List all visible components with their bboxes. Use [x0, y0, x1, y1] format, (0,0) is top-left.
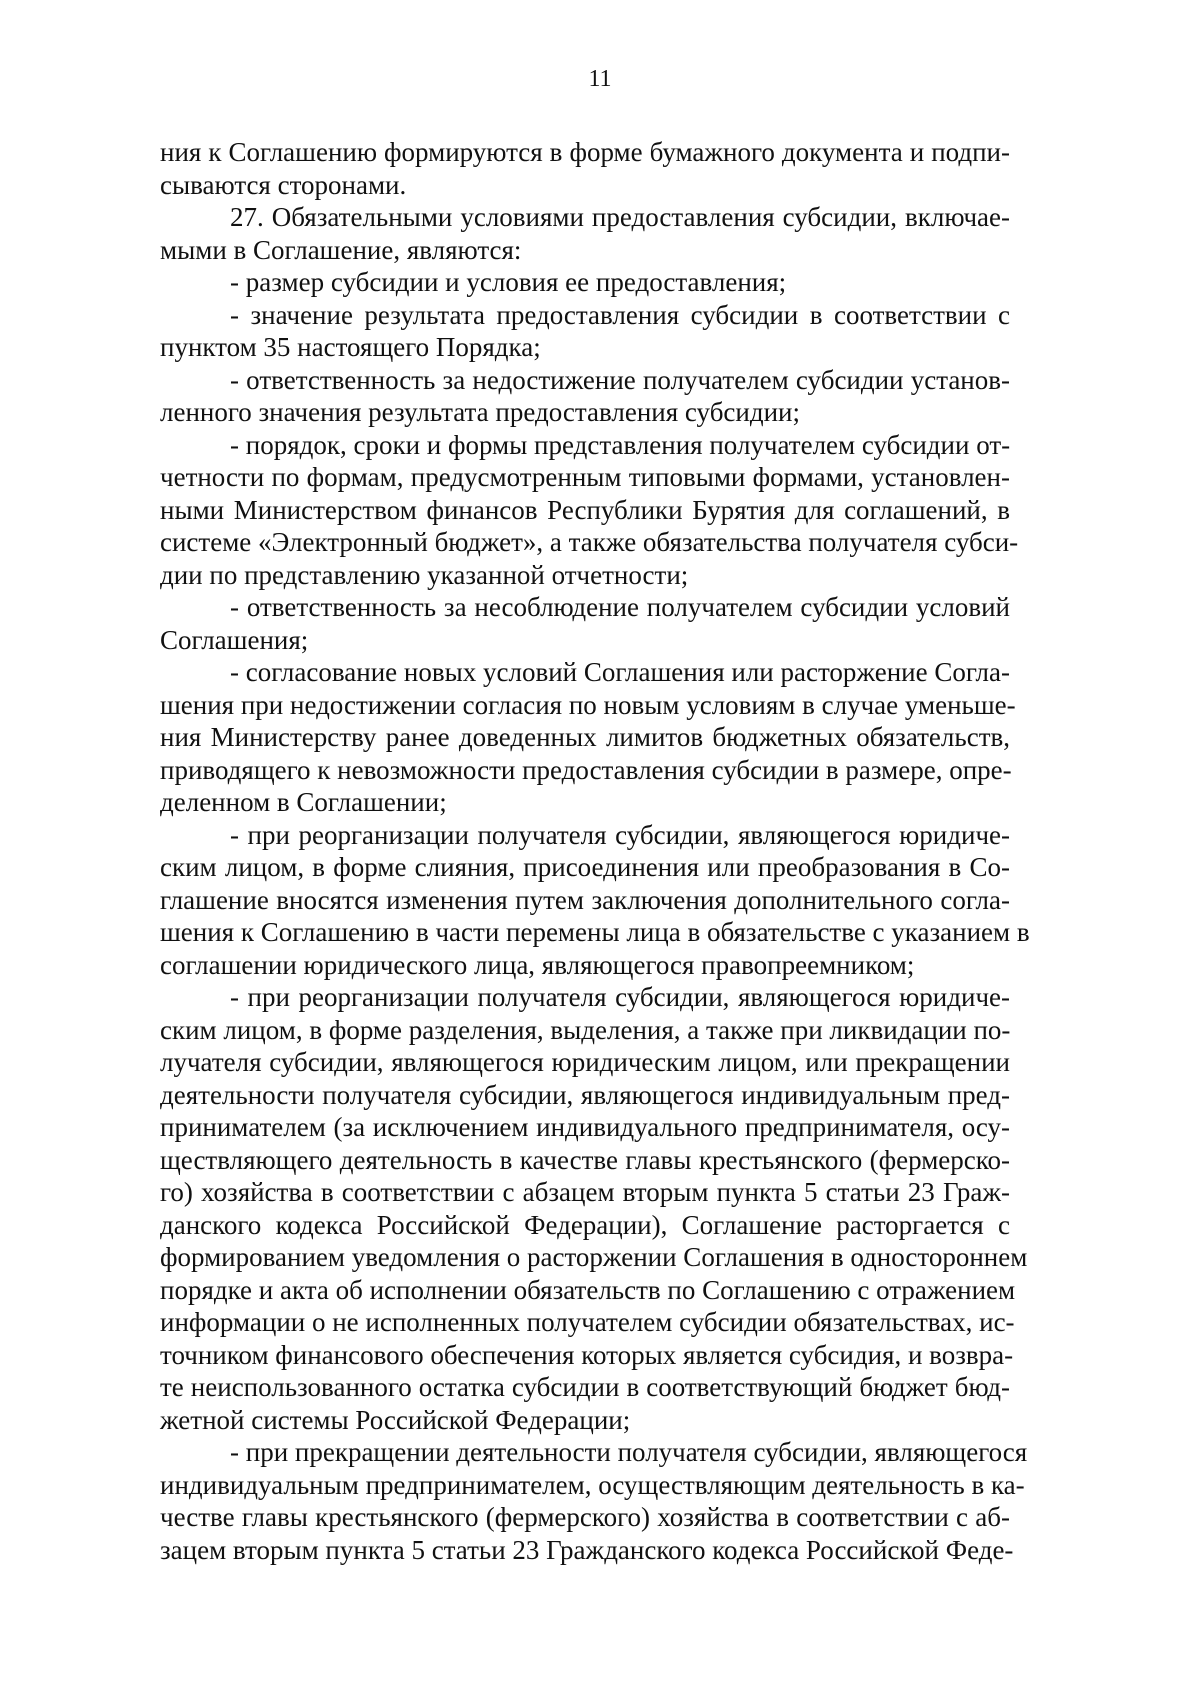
text-line: - при реорганизации получателя субсидии, являющегося юридиче-: [230, 819, 1010, 850]
text-line: данского кодекса Российской Федерации), Соглашение расторгается с: [160, 1209, 1010, 1240]
text-line: - при прекращении деятельности получателя субсидии, являющегося: [230, 1437, 1028, 1467]
paragraph: [160, 1436, 1028, 1566]
text-line: шения к Соглашению в части перемены лица в обязательстве с указанием в: [160, 917, 1030, 947]
text-line: ским лицом, в форме слияния, присоединения или преобразования в Со-: [160, 852, 1010, 882]
text-line: порядке и акта об исполнении обязательств по Соглашению с отражением: [160, 1274, 1016, 1305]
text-line: лучателя субсидии, являющегося юридическим лицом, или прекращении: [160, 1047, 1010, 1077]
text-line: информации о не исполненных получателем субсидии обязательствах, ис-: [160, 1307, 1015, 1337]
text-line: Соглашения;: [160, 624, 309, 655]
text-line: - ответственность за недостижение получателем субсидии установ-: [230, 364, 1010, 395]
paragraph: [160, 201, 1010, 266]
text-line: деленном в Соглашении;: [160, 787, 447, 817]
text-line: приводящего к невозможности предоставления субсидии в размере, опре-: [160, 754, 1012, 785]
text-line: жетной системы Российской Федерации;: [160, 1404, 631, 1435]
text-line: сываются сторонами.: [160, 169, 407, 200]
text-line: шения при недостижении согласия по новым условиям в случае уменьше-: [160, 689, 1016, 720]
text-line: индивидуальным предпринимателем, осуществляющим деятельность в ка-: [160, 1469, 1025, 1500]
paragraph: [160, 656, 1016, 819]
text-line: - размер субсидии и условия ее предоставления;: [230, 267, 787, 297]
text-line: системе «Электронный бюджет», а также обязательства получателя субси-: [160, 527, 1019, 557]
paragraph: [160, 981, 1028, 1436]
paragraph: [160, 266, 1010, 299]
paragraph: [160, 591, 1010, 656]
text-line: ния к Соглашению формируются в форме бумажного документа и подпи-: [160, 137, 1010, 167]
text-line: деятельности получателя субсидии, являющегося индивидуальным пред-: [160, 1079, 1010, 1110]
text-line: - согласование новых условий Соглашения или расторжение Согла-: [230, 657, 1010, 687]
text-line: формированием уведомления о расторжении Соглашения в одностороннем: [160, 1242, 1028, 1272]
text-line: соглашении юридического лица, являющегося правопреемником;: [160, 949, 915, 980]
text-line: ными Министерством финансов Республики Бурятия для соглашений, в: [160, 494, 1010, 525]
text-line: те неиспользованного остатка субсидии в соответствующий бюджет бюд-: [160, 1372, 1010, 1402]
paragraph: [160, 364, 1010, 429]
text-line: - значение результата предоставления субсидии в соответствии с: [230, 299, 1010, 330]
text-line: ния Министерству ранее доведенных лимитов бюджетных обязательств,: [160, 722, 1010, 752]
paragraph: [160, 429, 1019, 592]
text-line: глашение вносятся изменения путем заключения дополнительного согла-: [160, 884, 1010, 915]
text-line: 27. Обязательными условиями предоставления субсидии, включае-: [230, 202, 1010, 232]
text-line: зацем вторым пункта 5 статьи 23 Гражданского кодекса Российской Феде-: [160, 1534, 1014, 1565]
text-line: ленного значения результата предоставления субсидии;: [160, 397, 800, 427]
text-line: ществляющего деятельность в качестве главы крестьянского (фермерско-: [160, 1144, 1010, 1175]
text-line: честве главы крестьянского (фермерского) хозяйства в соответствии с аб-: [160, 1502, 1010, 1532]
text-line: принимателем (за исключением индивидуального предпринимателя, осу-: [160, 1112, 1010, 1142]
document-body: [160, 136, 1030, 1566]
paragraph: [160, 819, 1030, 982]
text-line: четности по формам, предусмотренным типовыми формами, установлен-: [160, 462, 1010, 492]
text-line: дии по представлению указанной отчетности;: [160, 559, 689, 590]
paragraph: [160, 136, 1010, 201]
paragraph: [160, 299, 1010, 364]
text-line: точником финансового обеспечения которых является субсидия, и возвра-: [160, 1339, 1014, 1370]
page-number: 11: [588, 66, 612, 92]
text-line: мыми в Соглашение, являются:: [160, 234, 522, 265]
text-line: - при реорганизации получателя субсидии, являющегося юридиче-: [230, 982, 1010, 1012]
text-line: го) хозяйства в соответствии с абзацем вторым пункта 5 статьи 23 Граж-: [160, 1177, 1010, 1207]
text-line: пунктом 35 настоящего Порядка;: [160, 332, 541, 362]
text-line: ским лицом, в форме разделения, выделения, а также при ликвидации по-: [160, 1014, 1011, 1045]
text-line: - порядок, сроки и формы представления получателем субсидии от-: [230, 429, 1011, 460]
text-line: - ответственность за несоблюдение получателем субсидии условий: [230, 592, 1010, 622]
